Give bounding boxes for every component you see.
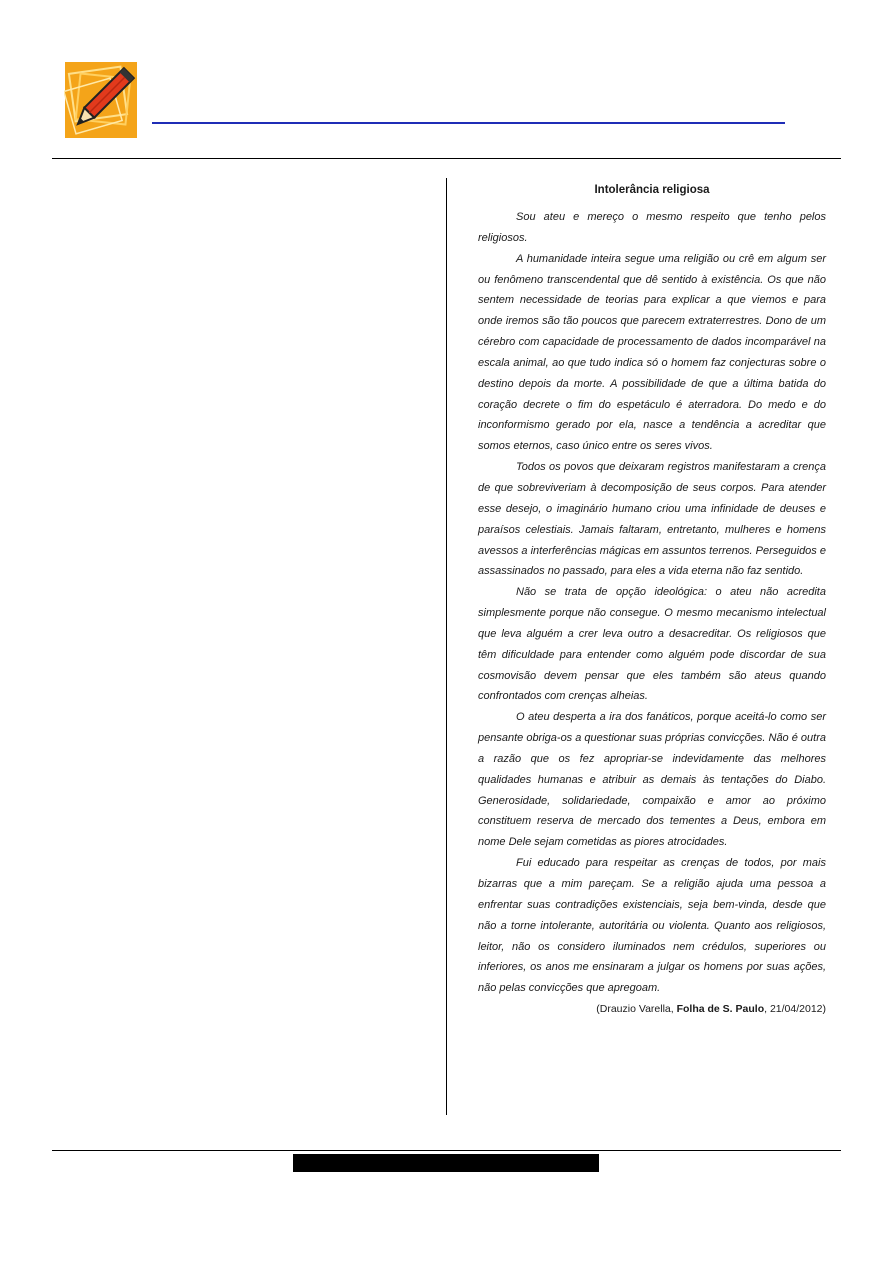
- article-paragraph-6: Fui educado para respeitar as crenças de todos, por mais bizarras que a mim pareçam. Se a religião ajuda uma pessoa a enfrentar suas contradições existenciais, seja bem-vinda, desde que não a torne intolerante, autoritária ou violenta. Quanto aos religiosos, leitor, não os considero iluminados nem crédulos, superiores ou inferiores, os anos me ensinaram a julgar os homens por suas ações, não pelas convicções que apregoam.: [478, 857, 826, 995]
- article: [478, 182, 826, 1019]
- source-author: (Drauzio Varella,: [596, 1003, 677, 1016]
- column-divider: [446, 178, 447, 1115]
- article-paragraph-2: A humanidade inteira segue uma religião ou crê em algum ser ou fenômeno transcendental que dê sentido à existência. Os que não sentem necessidade de teorias para explicar a que viemos e para onde iremos são tão poucos que parecem extraterrestres. Dono de um cérebro com capacidade de processamento de dados incomparável na escala animal, ao que tudo indica só o homem faz conjecturas sobre o destino depois da morte. A possibilidade de que a última batida do coração decrete o fim do espetáculo é aterradora. Do medo e do inconformismo gerado por ela, nasce a tendência a acreditar que somos eternos, caso único entre os seres vivos.: [478, 252, 826, 453]
- header-rule: [52, 158, 841, 159]
- source-date: , 21/04/2012): [764, 1003, 826, 1016]
- footer-redacted-bar: [293, 1154, 599, 1172]
- article-source-citation: [478, 999, 826, 1019]
- article-paragraph-3: Todos os povos que deixaram registros manifestaram a crença de que sobreviveriam à decomposição de seus corpos. Para atender esse desejo, o imaginário humano criou uma infinidade de deuses e paraísos celestiais. Jamais faltaram, entretanto, mulheres e homens avessos a interferências mágicas em assuntos terrenos. Perseguidos e assassinados no passado, para eles a vida eterna não faz sentido.: [478, 461, 826, 578]
- footer-rule: [52, 1150, 841, 1151]
- article-paragraph-1: Sou ateu e mereço o mesmo respeito que tenho pelos religiosos.: [478, 211, 826, 244]
- pencil-notepad-logo-icon: [64, 60, 139, 140]
- article-paragraph-4: Não se trata de opção ideológica: o ateu não acredita simplesmente porque não consegue. O mesmo mecanismo intelectual que leva alguém a crer leva outro a desacreditar. Os religiosos que têm dificuldade para entender como alguém pode discordar de sua cosmovisão devem pensar que eles também são ateus quando confrontados com crenças alheias.: [478, 586, 826, 703]
- article-title: Intolerância religiosa: [594, 184, 710, 196]
- source-publication: Folha de S. Paulo: [676, 1003, 765, 1016]
- article-paragraph-5: O ateu desperta a ira dos fanáticos, porque aceitá-lo como ser pensante obriga-os a questionar suas próprias convicções. Não é outra a razão que os fez apropriar-se indevidamente das melhores qualidades humanas e atribuir as demais às tentações do Diabo. Generosidade, solidariedade, compaixão e amor ao próximo constituem reserva de mercado dos tementes a Deus, embora em nome Dele sejam cometidas as piores atrocidades.: [478, 711, 826, 849]
- header-accent-line: [152, 122, 785, 124]
